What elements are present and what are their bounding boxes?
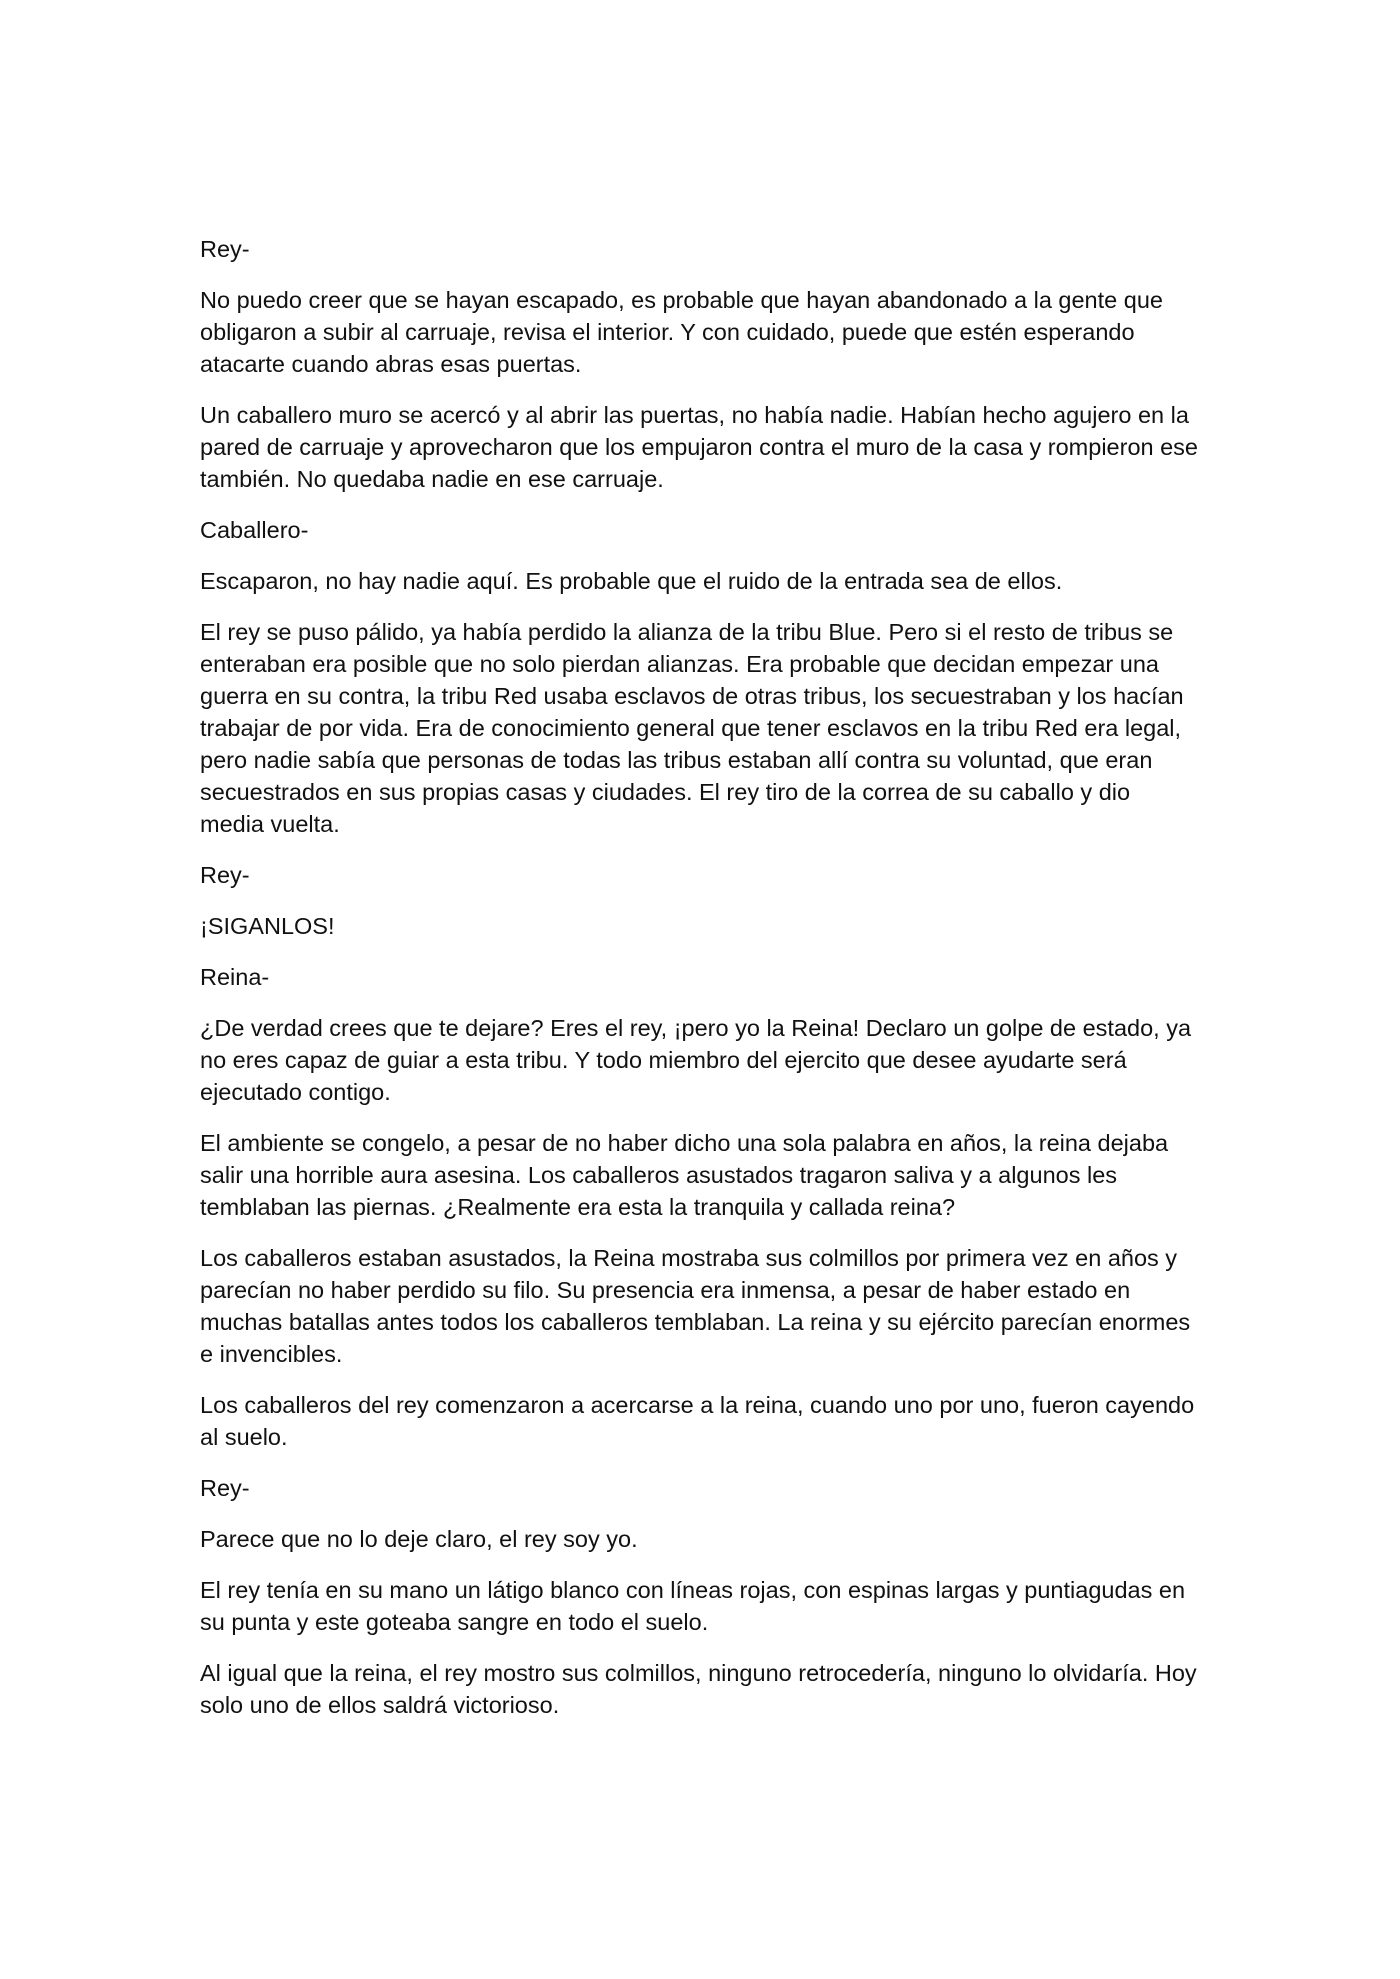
paragraph: Los caballeros estaban asustados, la Reina mostraba sus colmillos por primera vez en años y parecían no haber perdido su filo. Su presencia era inmensa, a pesar de haber estado en muchas batallas antes todos los caballeros temblaban. La reina y su ejército parecían enormes e invencibles. [200, 1245, 1191, 1367]
speaker-label: Rey- [200, 1475, 250, 1501]
speaker-label: Reina- [200, 964, 270, 990]
paragraph: Un caballero muro se acercó y al abrir las puertas, no había nadie. Habían hecho agujero en la pared de carruaje y aprovecharon que los empujaron contra el muro de la casa y rompieron ese también. No quedaba nadie en ese carruaje. [200, 402, 1199, 492]
paragraph: Los caballeros del rey comenzaron a acercarse a la reina, cuando uno por uno, fueron cayendo al suelo. [200, 1392, 1195, 1450]
paragraph: ¡SIGANLOS! [200, 913, 335, 939]
paragraph: Al igual que la reina, el rey mostro sus colmillos, ninguno retrocedería, ninguno lo olvidaría. Hoy solo uno de ellos saldrá victorioso. [200, 1660, 1197, 1718]
paragraph: Parece que no lo deje claro, el rey soy yo. [200, 1526, 638, 1552]
paragraph: El rey tenía en su mano un látigo blanco con líneas rojas, con espinas largas y puntiagudas en su punta y este goteaba sangre en todo el suelo. [200, 1577, 1186, 1635]
speaker-label: Rey- [200, 862, 250, 888]
paragraph: El ambiente se congelo, a pesar de no haber dicho una sola palabra en años, la reina dejaba salir una horrible aura asesina. Los caballeros asustados tragaron saliva y a algunos les temblaban las piernas. ¿Realmente era esta la tranquila y callada reina? [200, 1130, 1169, 1220]
document-body [200, 233, 1200, 1740]
paragraph: ¿De verdad crees que te dejare? Eres el rey, ¡pero yo la Reina! Declaro un golpe de estado, ya no eres capaz de guiar a esta tribu. Y todo miembro del ejercito que desee ayudarte será ejecutado contigo. [200, 1015, 1192, 1105]
paragraph: Escaparon, no hay nadie aquí. Es probable que el ruido de la entrada sea de ellos. [200, 568, 1063, 594]
paragraph: El rey se puso pálido, ya había perdido la alianza de la tribu Blue. Pero si el resto de tribus se enteraban era posible que no solo pierdan alianzas. Era probable que decidan empezar una guerra en su contra, la tribu Red usaba esclavos de otras tribus, los secuestraban y los hacían trabajar de por vida. Era de conocimiento general que tener esclavos en la tribu Red era legal, pero nadie sabía que personas de todas las tribus estaban allí contra su voluntad, que eran secuestrados en sus propias casas y ciudades. El rey tiro de la correa de su caballo y dio media vuelta. [200, 619, 1184, 837]
paragraph: No puedo creer que se hayan escapado, es probable que hayan abandonado a la gente que obligaron a subir al carruaje, revisa el interior. Y con cuidado, puede que estén esperando atacarte cuando abras esas puertas. [200, 287, 1163, 377]
speaker-label: Rey- [200, 236, 250, 262]
speaker-label: Caballero- [200, 517, 309, 543]
